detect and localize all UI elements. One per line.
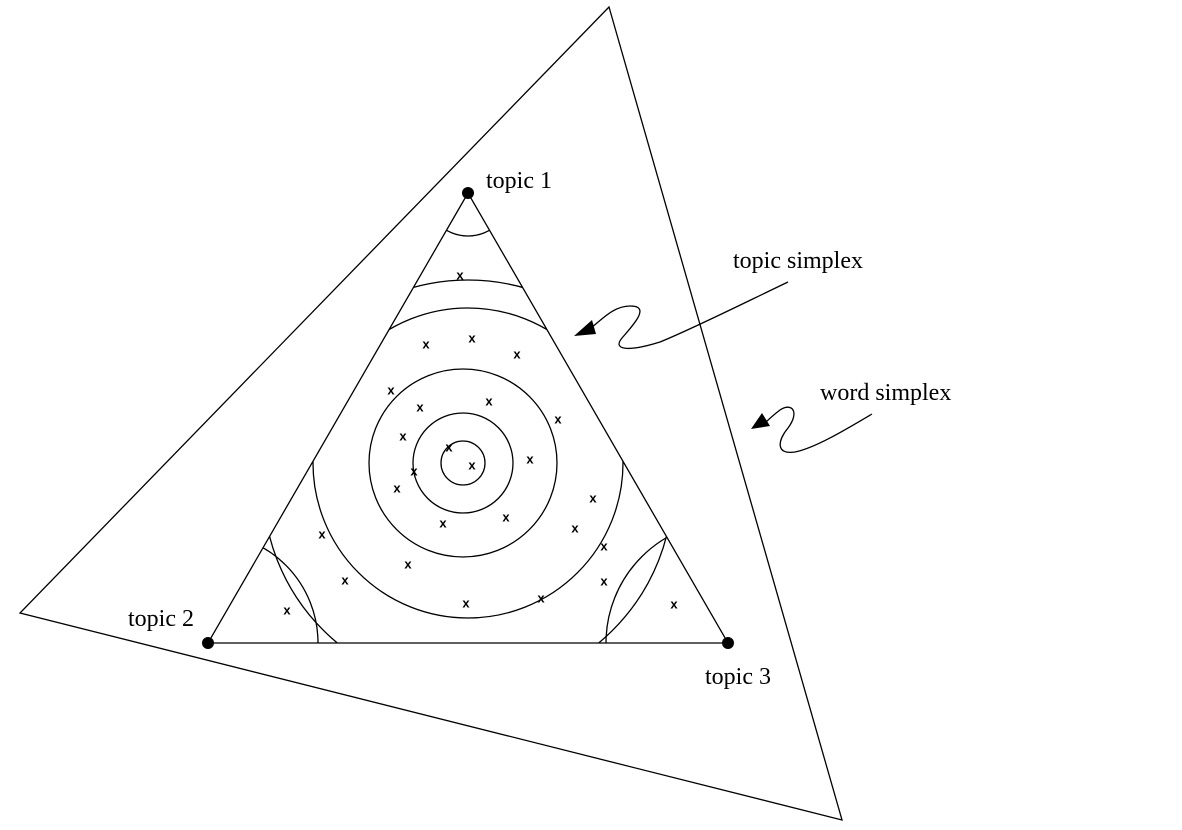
topic-simplex-pointer xyxy=(588,282,788,348)
sample-point-marker: x xyxy=(399,428,407,444)
sample-point-marker: x xyxy=(283,602,291,618)
sample-point-marker: x xyxy=(554,411,562,427)
sample-point-marker: x xyxy=(537,590,545,606)
topic-1-vertex xyxy=(462,187,474,199)
sample-point-marker: x xyxy=(341,572,349,588)
sample-point-marker: x xyxy=(600,538,608,554)
word-simplex-pointer xyxy=(764,407,872,452)
sample-point-marker: x xyxy=(410,463,418,479)
sample-point-marker: x xyxy=(502,509,510,525)
sample-point-marker: x xyxy=(318,526,326,542)
sample-point-marker: x xyxy=(571,520,579,536)
sample-point-marker: x xyxy=(416,399,424,415)
sample-point-marker: x xyxy=(485,393,493,409)
sample-point-marker: x xyxy=(387,382,395,398)
sample-points xyxy=(283,267,678,617)
sample-point-marker: x xyxy=(393,480,401,496)
sample-point-marker: x xyxy=(670,596,678,612)
sample-point-marker: x xyxy=(456,267,464,283)
sample-point-marker: x xyxy=(513,346,521,362)
sample-point-marker: x xyxy=(422,336,430,352)
sample-point-marker: x xyxy=(439,515,447,531)
topic-simplex-triangle xyxy=(208,193,728,643)
topic-simplex-label: topic simplex xyxy=(733,248,863,274)
topic-3-label: topic 3 xyxy=(705,664,771,690)
topic-simplex-arrowhead xyxy=(574,320,596,336)
contour-ring-2 xyxy=(413,413,513,513)
sample-point-marker: x xyxy=(468,330,476,346)
sample-point-marker: x xyxy=(445,439,453,455)
sample-point-marker: x xyxy=(462,595,470,611)
topic-2-vertex xyxy=(202,637,214,649)
topic-3-vertex xyxy=(722,637,734,649)
topic-1-label: topic 1 xyxy=(486,168,552,194)
word-simplex-label: word simplex xyxy=(820,380,952,406)
sample-point-marker: x xyxy=(600,573,608,589)
topic-2-label: topic 2 xyxy=(128,606,194,632)
sample-point-marker: x xyxy=(526,451,534,467)
sample-point-marker: x xyxy=(589,490,597,506)
sample-point-marker: x xyxy=(404,556,412,572)
word-simplex-triangle xyxy=(20,7,842,820)
sample-point-marker: x xyxy=(468,457,476,473)
